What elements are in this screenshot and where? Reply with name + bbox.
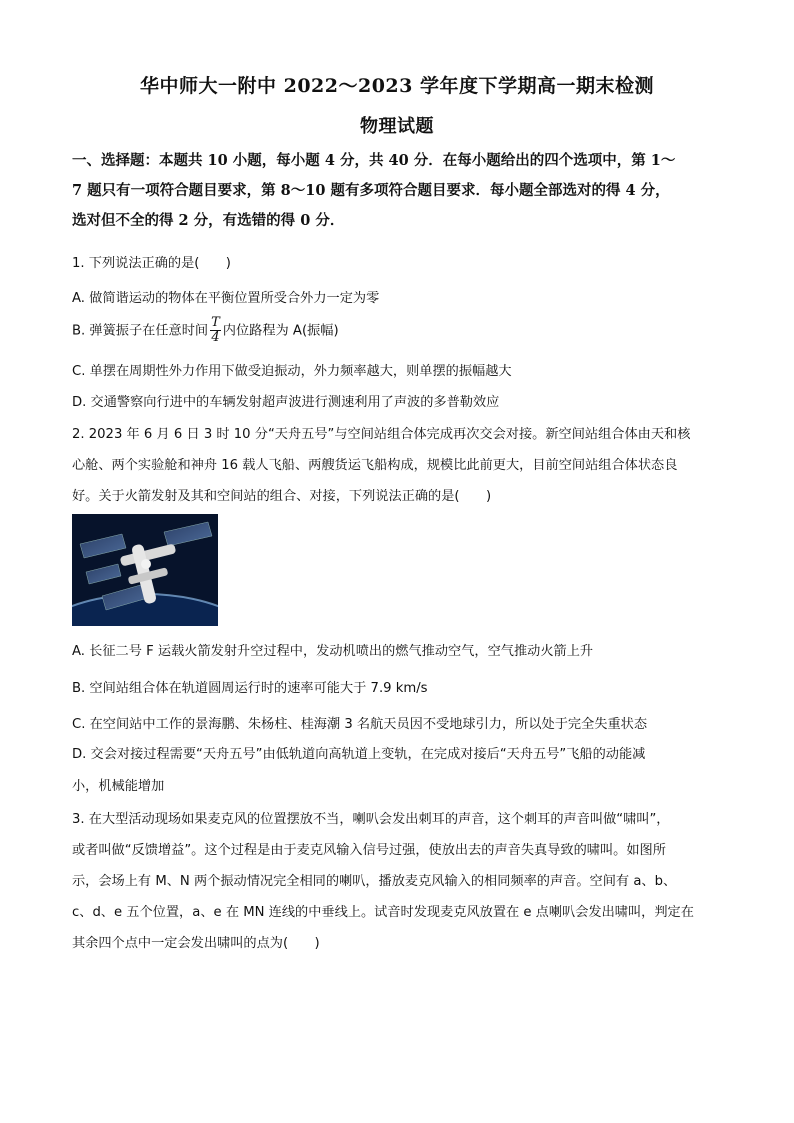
exam-title: 华中师大一附中 2022～2023 学年度下学期高一期末检测 — [140, 75, 654, 97]
q3-stem-line: 3. 在大型活动现场如果麦克风的位置摆放不当，喇叭会发出刺耳的声音，这个刺耳的声音叫做“啸叫”， — [72, 812, 670, 827]
q2-stem-line: 2. 2023 年 6 月 6 日 3 时 10 分“天舟五号”与空间站组合体完成再次交会对接。新空间站组合体由天和核 — [72, 427, 691, 442]
exam-subtitle: 物理试题 — [360, 116, 434, 137]
fraction-t-over-4 — [210, 316, 221, 345]
fraction-numerator: T — [211, 315, 220, 330]
section-instructions — [72, 146, 722, 236]
space-station-illustration — [72, 514, 218, 626]
q1-stem: 1. 下列说法正确的是( ) — [72, 256, 231, 271]
q2-option-d-line1: D. 交会对接过程需要“天舟五号”由低轨道向高轨道上变轨，在完成对接后“天舟五号”飞船的动能减 — [72, 747, 646, 762]
q1-option-b-post: 内位路程为 A(振幅) — [222, 323, 339, 339]
section-line: 7 题只有一项符合题目要求，第 8～10 题有多项符合题目要求．每小题全部选对的得 4 分， — [72, 182, 670, 199]
q1-option-a: A. 做简谐运动的物体在平衡位置所受合外力一定为零 — [72, 291, 380, 306]
q2-option-c: C. 在空间站中工作的景海鹏、朱杨柱、桂海潮 3 名航天员因不受地球引力，所以处于完全失重状态 — [72, 717, 648, 732]
q1-option-c: C. 单摆在周期性外力作用下做受迫振动，外力频率越大，则单摆的振幅越大 — [72, 364, 512, 379]
q3-stem-line: 示，会场上有 M、N 两个振动情况完全相同的喇叭，播放麦克风输入的相同频率的声音。空间有 a、b、 — [72, 874, 677, 889]
section-line: 一、选择题：本题共 10 小题，每小题 4 分，共 40 分．在每小题给出的四个选项中，第 1～ — [72, 152, 676, 169]
q2-stem-line: 心舱、两个实验舱和神舟 16 载人飞船、两艘货运飞船构成，规模比此前更大，目前空间站组合体状态良 — [72, 458, 678, 473]
q1-option-b — [72, 316, 339, 345]
q1-option-b-pre: B. 弹簧振子在任意时间 — [72, 323, 209, 339]
q2-stem-line: 好。关于火箭发射及其和空间站的组合、对接，下列说法正确的是( ) — [72, 489, 492, 504]
q2-option-b: B. 空间站组合体在轨道圆周运行时的速率可能大于 7.9 km/s — [72, 681, 428, 696]
q3-stem-line: c、d、e 五个位置，a、e 在 MN 连线的中垂线上。试音时发现麦克风放置在 e 点喇叭会发出啸叫，判定在 — [72, 905, 694, 920]
q2-option-a: A. 长征二号 F 运载火箭发射升空过程中，发动机喷出的燃气推动空气，空气推动火箭上升 — [72, 644, 594, 659]
section-line: 选对但不全的得 2 分，有选错的得 0 分． — [72, 212, 345, 229]
space-station-photo — [72, 514, 218, 626]
fraction-denominator: 4 — [211, 330, 220, 345]
q2-option-d-line2: 小，机械能增加 — [72, 779, 165, 794]
q3-stem-line: 其余四个点中一定会发出啸叫的点为( ) — [72, 936, 320, 951]
q3-stem-line: 或者叫做“反馈增益”。这个过程是由于麦克风输入信号过强，使放出去的声音失真导致的啸叫。如图所 — [72, 843, 666, 858]
q1-option-d: D. 交通警察向行进中的车辆发射超声波进行测速利用了声波的多普勒效应 — [72, 395, 500, 410]
